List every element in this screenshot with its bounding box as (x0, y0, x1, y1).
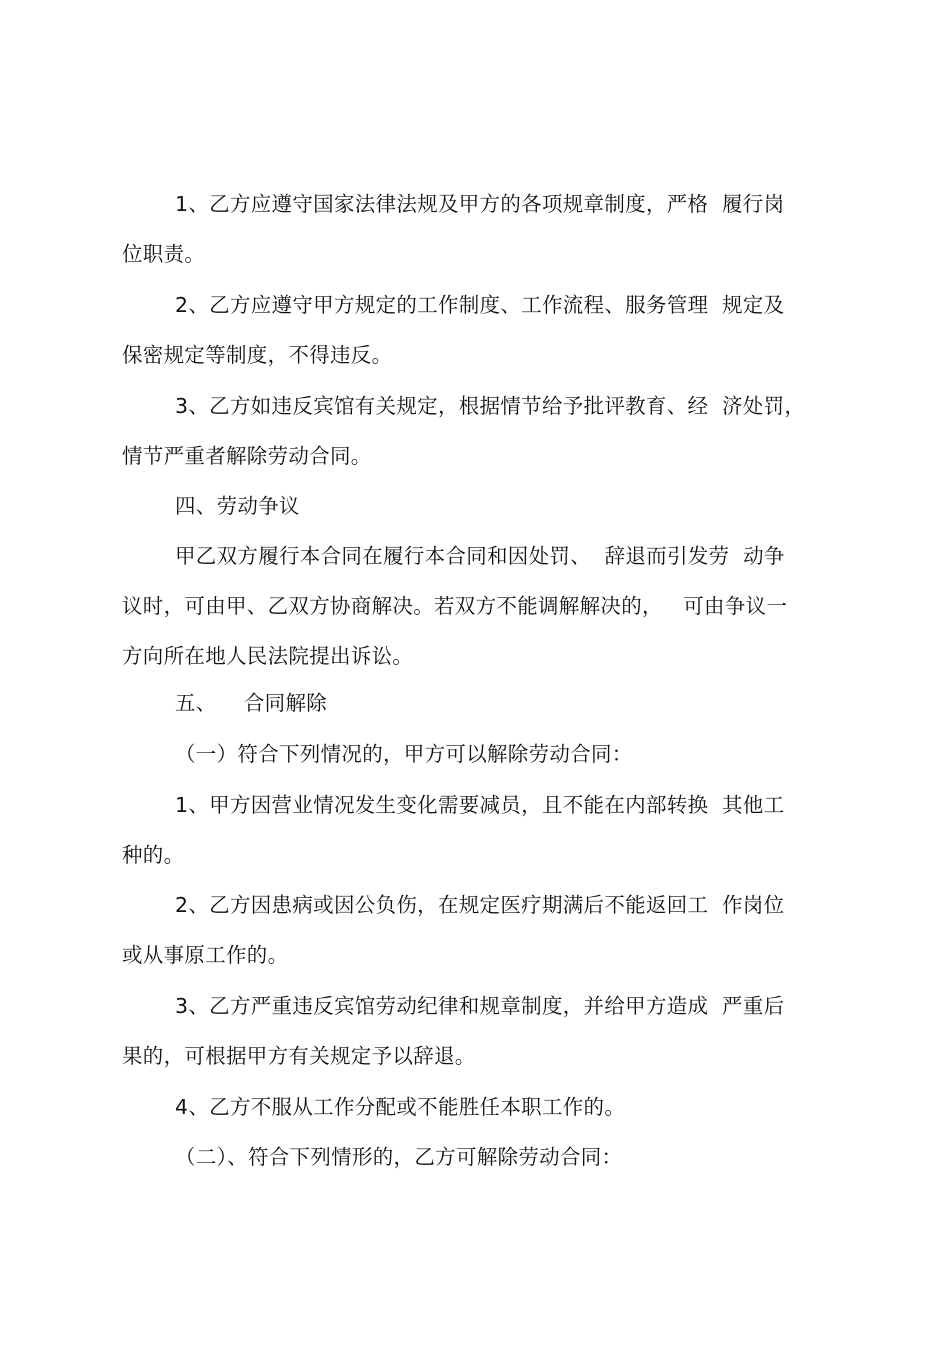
text-line: 3、乙方如违反宾馆有关规定，根据情节给予批评教育、经 济处罚， (175, 394, 806, 418)
subsection-heading: （二）、符合下列情形的，乙方可解除劳动合同： (175, 1145, 623, 1169)
text-line: 方向所在地人民法院提出诉讼。 (122, 644, 414, 668)
text-line: 保密规定等制度，不得违反。 (122, 343, 393, 367)
text-line: 1、甲方因营业情况发生变化需要减员，且不能在内部转换 其他工 (175, 793, 785, 817)
text-line: 果的，可根据甲方有关规定予以辞退。 (122, 1044, 476, 1068)
text-line: 情节严重者解除劳动合同。 (122, 444, 372, 468)
text-line: 3、乙方严重违反宾馆劳动纪律和规章制度，并给甲方造成 严重后 (175, 994, 785, 1018)
text-line: 甲乙双方履行本合同在履行本合同和因处罚、 辞退而引发劳 动争 (175, 544, 785, 568)
text-line: 或从事原工作的。 (122, 943, 289, 967)
text-line: 4、乙方不服从工作分配或不能胜任本职工作的。 (175, 1095, 626, 1119)
text-line: 议时，可由甲、乙双方协商解决。若双方不能调解解决的， 可由争议一 (122, 594, 788, 618)
text-line: 种的。 (122, 843, 185, 867)
section-heading: 五、 合同解除 (175, 691, 328, 715)
text-line: 位职责。 (122, 242, 206, 266)
section-heading: 四、劳动争议 (175, 494, 300, 518)
text-line: 2、乙方因患病或因公负伤，在规定医疗期满后不能返回工 作岗位 (175, 893, 785, 917)
text-line: 2、乙方应遵守甲方规定的工作制度、工作流程、服务管理 规定及 (175, 293, 785, 317)
text-line: 1、乙方应遵守国家法律法规及甲方的各项规章制度，严格 履行岗 (175, 192, 785, 216)
subsection-heading: （一）符合下列情况的，甲方可以解除劳动合同： (175, 742, 633, 766)
